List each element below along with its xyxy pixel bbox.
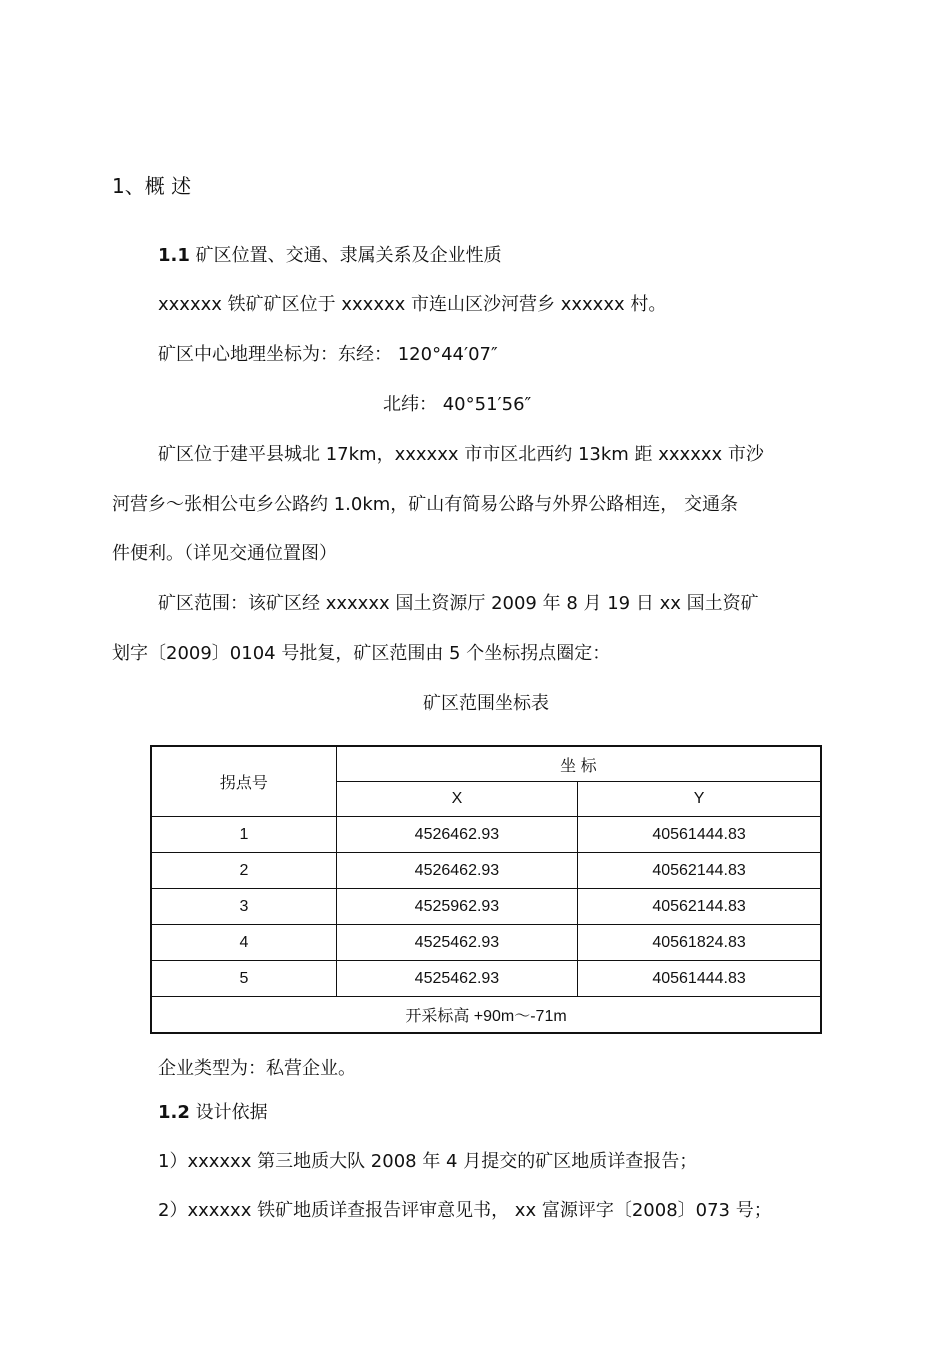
section-title: 1、概 述 <box>112 174 192 198</box>
cell-x: 4526462.93 <box>336 817 577 853</box>
header-x: X <box>336 782 577 817</box>
cell-x: 4526462.93 <box>336 853 577 889</box>
header-point: 拐点号 <box>151 746 336 817</box>
table-row <box>151 817 821 853</box>
cell-y: 40562144.83 <box>578 853 821 889</box>
subsection-title: 设计依据 <box>195 1102 268 1123</box>
subsection-1-2-heading <box>158 1101 268 1125</box>
header-y: Y <box>578 782 821 817</box>
table-row <box>151 925 821 961</box>
table-row <box>151 853 821 889</box>
traffic-line-2: 河营乡～张相公屯乡公路约 1.0km，矿山有简易公路与外界公路相连， 交通条 <box>112 494 739 515</box>
traffic-line-3: 件便利。（详见交通位置图） <box>112 543 337 564</box>
cell-point: 1 <box>151 817 336 853</box>
cell-y: 40562144.83 <box>578 889 821 925</box>
subsection-1-1-heading <box>158 244 502 268</box>
cell-y: 40561444.83 <box>578 961 821 997</box>
enterprise-type: 企业类型为：私营企业。 <box>158 1058 356 1079</box>
basis-item-2: 2）xxxxxx 铁矿地质详查报告评审意见书， xx 富源评字〔2008〕073 号； <box>158 1200 772 1221</box>
table-row <box>151 889 821 925</box>
range-line-1: 矿区范围：该矿区经 xxxxxx 国土资源厅 2009 年 8 月 19 日 xx 国土资矿 <box>158 593 759 614</box>
coordinate-north: 北纬： 40°51′56″ <box>383 394 532 415</box>
cell-x: 4525462.93 <box>336 925 577 961</box>
cell-y: 40561824.83 <box>578 925 821 961</box>
cell-point: 5 <box>151 961 336 997</box>
basis-item-1: 1）xxxxxx 第三地质大队 2008 年 4 月提交的矿区地质详查报告； <box>158 1151 698 1172</box>
subsection-number: 1.2 <box>158 1102 190 1123</box>
range-line-2: 划字〔2009〕0104 号批复，矿区范围由 5 个坐标拐点圈定： <box>112 643 611 664</box>
subsection-number: 1.1 <box>158 245 190 266</box>
cell-point: 2 <box>151 853 336 889</box>
header-coordinate: 坐 标 <box>336 746 821 782</box>
traffic-line-1: 矿区位于建平县城北 17km，xxxxxx 市市区北西约 13km 距 xxxxxx 市沙 <box>158 444 764 465</box>
table-caption: 矿区范围坐标表 <box>423 693 549 714</box>
cell-point: 4 <box>151 925 336 961</box>
subsection-title: 矿区位置、交通、隶属关系及企业性质 <box>195 245 502 266</box>
table-footer: 开采标高 +90m～-71m <box>151 997 821 1034</box>
cell-point: 3 <box>151 889 336 925</box>
location-paragraph: xxxxxx 铁矿矿区位于 xxxxxx 市连山区沙河营乡 xxxxxx 村。 <box>158 294 667 315</box>
cell-x: 4525962.93 <box>336 889 577 925</box>
table-row <box>151 961 821 997</box>
cell-x: 4525462.93 <box>336 961 577 997</box>
coordinate-table <box>150 745 822 1034</box>
cell-y: 40561444.83 <box>578 817 821 853</box>
coordinate-east: 矿区中心地理坐标为：东经： 120°44′07″ <box>158 344 498 365</box>
